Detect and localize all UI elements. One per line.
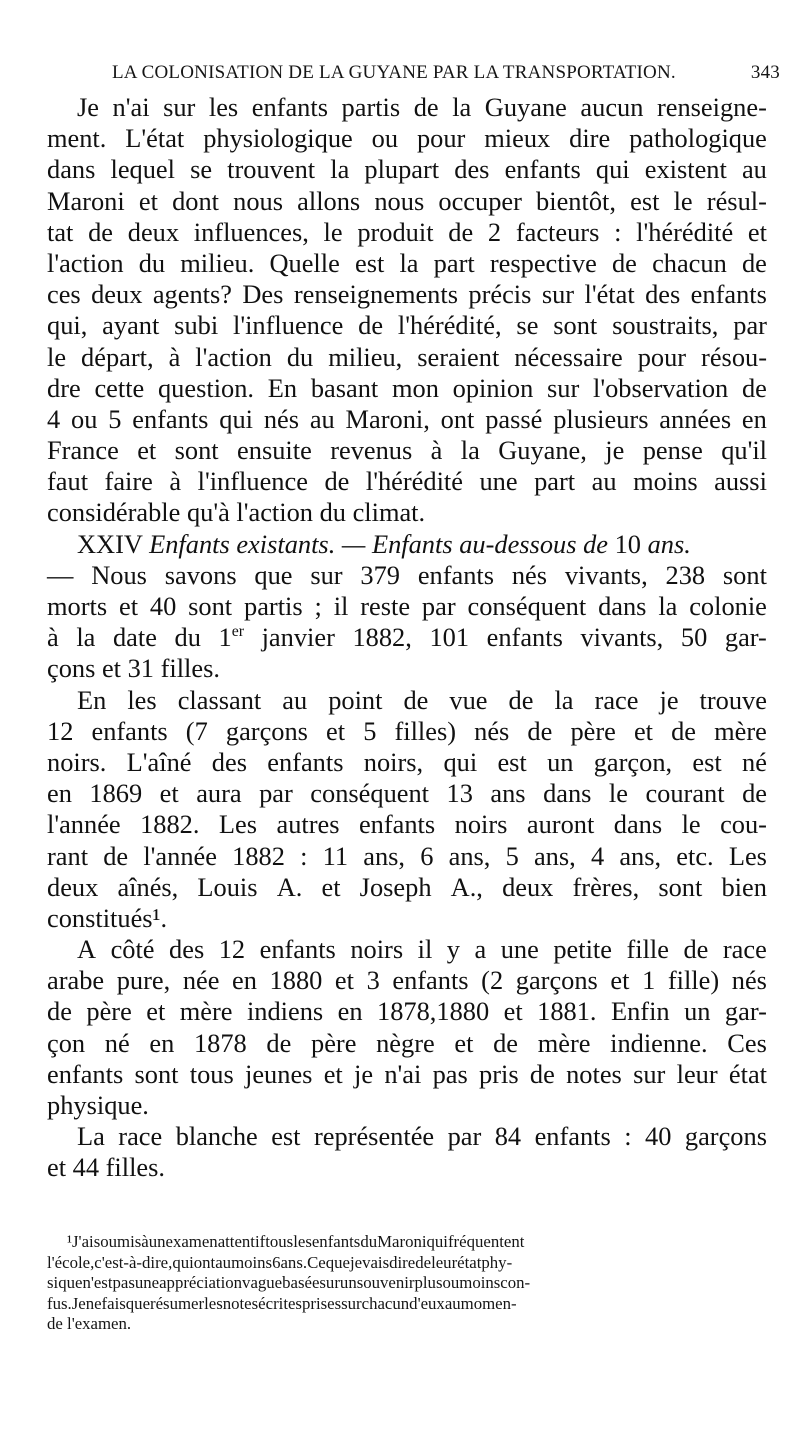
section-title-part-2: ans.	[647, 528, 691, 559]
section-number: XXIV	[77, 528, 143, 559]
text-line: ces deux agents? Des renseignements précis sur l'état des enfants	[47, 279, 767, 310]
text-line: constitués¹.	[47, 902, 168, 933]
text-line: de père et mère indiens en 1878,1880 et 1881. Enfin un gar-	[47, 996, 767, 1027]
text-line: France et sont ensuite revenus à la Guyane, je pense qu'il	[47, 435, 767, 466]
text-line: rant de l'année 1882 : 11 ans, 6 ans, 5 ans, 4 ans, etc. Les	[47, 840, 767, 871]
section-title-age: 10	[614, 528, 641, 559]
text-line: physique.	[47, 1090, 149, 1120]
running-head	[112, 58, 780, 88]
footnote-line: fus.Jenefaisquerésumerlesnotesécritesprisessurchacund'euxaumomen-	[47, 1293, 517, 1313]
text-line: et 44 filles.	[47, 1152, 165, 1183]
text-line: dre cette question. En basant mon opinion sur l'observation de	[47, 372, 767, 403]
text-line: A côté des 12 enfants noirs il y a une petite fille de race	[77, 934, 767, 965]
text-line: dans lequel se trouvent la plupart des enfants qui existent au	[47, 154, 767, 185]
text-line: le départ, à l'action du milieu, seraient nécessaire pour résou-	[47, 341, 767, 372]
text-line: 12 enfants (7 garçons et 5 filles) nés de père et de mère	[47, 715, 767, 746]
text-line: qui, ayant subi l'influence de l'hérédité, se sont soustraits, par	[47, 310, 767, 341]
text-line: considérable qu'à l'action du climat.	[47, 497, 426, 528]
text-line: enfants sont tous jeunes et je n'ai pas pris de notes sur leur état	[47, 1058, 767, 1089]
text-line: En les classant au point de vue de la race je trouve	[77, 684, 767, 715]
text-line: l'année 1882. Les autres enfants noirs auront dans le cou-	[47, 809, 767, 840]
main-text	[47, 92, 767, 1184]
text-line: çon né en 1878 de père nègre et de mère indienne. Ces	[47, 1027, 767, 1058]
footnote-line: ¹J'aisoumisàunexamenattentiftouslesenfantsduMaroniquifréquentent	[67, 1232, 525, 1251]
footnote-line: siquen'estpasuneappréciationvaguebaséesurunsouvenirplusoumoinscon-	[47, 1273, 531, 1292]
text-line: 4 ou 5 enfants qui nés au Maroni, ont passé plusieurs années en	[47, 403, 767, 434]
text-line: arabe pure, née en 1880 et 3 enfants (2 garçons et 1 fille) nés	[47, 965, 767, 996]
text-line: çons et 31 filles.	[47, 653, 220, 684]
section-heading	[47, 529, 767, 560]
section-title-part-1: Enfants existants. — Enfants au-dessous de	[149, 528, 608, 559]
text-line: l'action du milieu. Quelle est la part respective de chacun de	[47, 247, 767, 278]
text-line: Je n'ai sur les enfants partis de la Guyane aucun renseigne-	[77, 92, 767, 122]
text-line: morts et 40 sont partis ; il reste par conséquent dans la colonie	[47, 591, 767, 621]
text-line: à la date du 1er janvier 1882, 101 enfants vivants, 50 gar-	[47, 622, 767, 653]
running-title: LA COLONISATION DE LA GUYANE PAR LA TRANSPORTATION.	[112, 62, 676, 83]
text-line: ment. L'état physiologique ou pour mieux dire pathologique	[47, 123, 767, 154]
text-line: La race blanche est représentée par 84 enfants : 40 garçons	[77, 1121, 767, 1152]
footnote	[47, 1232, 769, 1335]
text-line: noirs. L'aîné des enfants noirs, qui est un garçon, est né	[47, 746, 767, 777]
text-line: en 1869 et aura par conséquent 13 ans dans le courant de	[47, 778, 767, 809]
text-line: deux aînés, Louis A. et Joseph A., deux frères, sont bien	[47, 871, 767, 902]
text-line: Maroni et dont nous allons nous occuper bientôt, est le résul-	[47, 185, 767, 216]
footnote-line: l'école,c'est-à-dire,quiontaumoins6ans.Cequejevaisdiredeleurétatphy-	[47, 1252, 513, 1272]
text-line: faut faire à l'influence de l'hérédité une part au moins aussi	[47, 466, 767, 497]
text-line: tat de deux influences, le produit de 2 facteurs : l'hérédité et	[47, 216, 767, 247]
text-line: — Nous savons que sur 379 enfants nés vivants, 238 sont	[47, 559, 767, 590]
footnote-line: de l'examen.	[47, 1314, 132, 1333]
page-number: 343	[750, 62, 780, 83]
